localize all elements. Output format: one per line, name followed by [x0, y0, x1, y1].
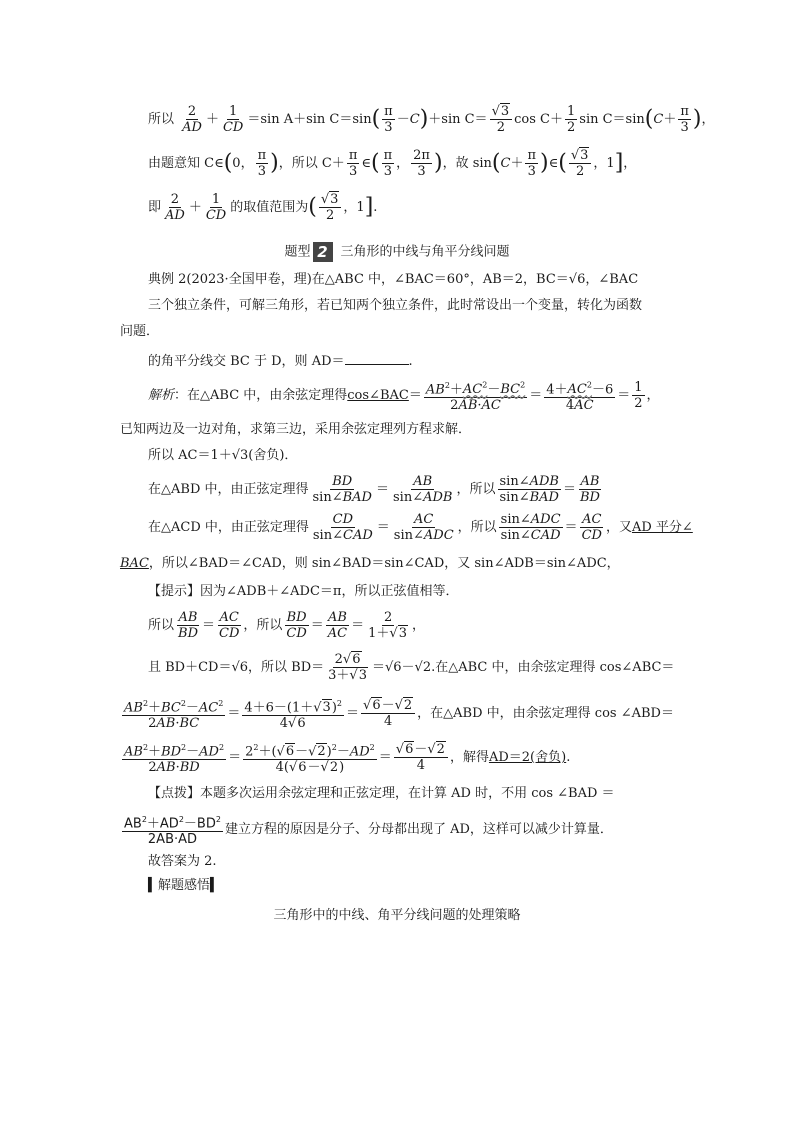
question-line: 的角平分线交 BC 于 D，则 AD＝ .	[148, 354, 413, 369]
line-1: 所以 $\frac{2}{AD}$ ＋ $\frac{1}{CD}$ ＝sin A＋sin C＝sin( $\frac{\pi}{3}$ －C)＋sin C＝ $\frac{√3}{2}$ cos C＋ $\frac{1}{2}$ sin C＝sin(C＋ $\frac{\pi}{3}$ )，	[148, 104, 715, 135]
solution-line: 在△ACD 中，由正弦定理得 $\frac{CD}{\text{sin∠CAD}}$ ＝ $\frac{AC}{\text{sin∠ADC}}$ ，所以 $\frac{\text{sin∠ADC}}{\text{sin∠CAD}}$ ＝ $\frac{AC}{CD}$ ，又AD 平分∠	[148, 512, 693, 543]
solution-line: $\frac{AB^2+BC^2-AC^2}{2AB\cdot BC}$ ＝ $\frac{4+6-(1+√3)^2}{4√6}$ ＝ $\frac{√6-√2}{4}$ ，在△ABD 中，由余弦定理得 cos ∠ABD＝	[120, 696, 734, 731]
solution-line: 在△ABD 中，由正弦定理得 $\frac{BD}{\text{sin∠BAD}}$ ＝ $\frac{AB}{\text{sin∠ADB}}$ ，所以 $\frac{\text{sin∠ADB}}{\text{sin∠BAD}}$ ＝ $\frac{AB}{BD}$	[148, 474, 600, 505]
section-heading: 题型 2 三角形的中线与角平分线问题	[284, 243, 510, 261]
hint-line: 【提示】因为∠ADB＋∠ADC＝π，所以正弦值相等．	[148, 584, 459, 599]
line-2: 由题意知 C∈(0， $\frac{\pi}{3}$ )，所以 C＋ $\frac{\pi}{3}$ ∈( $\frac{\pi}{3}$ ， $\frac{2\pi}{3}$ )，故 sin(C＋ $\frac{\pi}{3}$ )∈( $\frac{√3}{2}$ ，1]，	[148, 148, 637, 179]
annotation-line: 已知两边及一边对角，求第三边，采用余弦定理列方程求解．	[120, 422, 472, 437]
insight-label: ▍解题感悟▍	[148, 878, 220, 893]
annotation-line: 三个独立条件，可解三角形，若已知两个独立条件，此时常设出一个变量，转化为函数	[148, 298, 643, 313]
fraction: $\frac{1}{CD}$	[222, 104, 244, 135]
fraction: $\frac{2}{AD}$	[182, 104, 202, 135]
solution-line: 所以 $\frac{AB}{BD}$ ＝ $\frac{AC}{CD}$ ，所以 $\frac{BD}{CD}$ ＝ $\frac{AB}{AC}$ ＝ $\frac{2}{1+√3}$ ，	[148, 610, 426, 641]
strategy-title: 三角形中的中线、角平分线问题的处理策略	[273, 908, 521, 923]
section-number-badge: 2	[313, 242, 333, 262]
solution-line: BAC，所以∠BAD＝∠CAD，则 sin∠BAD＝sin∠CAD，又 sin∠ADB＝sin∠ADC，	[120, 556, 620, 571]
solution-line: 且 BD＋CD＝√6，所以 BD＝ $\frac{2√6}{3+√3}$ ＝√6－√2.在△ABC 中，由余弦定理得 cos∠ABC＝	[148, 652, 675, 683]
example-statement: 典例 2(2023·全国甲卷，理)在△ABC 中，∠BAC＝60°，AB＝2，BC＝√6，∠BAC	[148, 272, 639, 287]
answer-blank	[345, 352, 409, 365]
tip-line: $\frac{AB^2+AD^2-BD^2}{2AB\cdot AD}$ 建立方程的原因是分子、分母都出现了 AD，这样可以减少计算量．	[120, 812, 734, 847]
section-title: 三角形的中线与角平分线问题	[340, 244, 510, 260]
tip-line: 【点拨】本题多次运用余弦定理和正弦定理，在计算 AD 时，不用 cos ∠BAD ＝	[148, 786, 615, 801]
solution-line: 解析：在△ABC 中，由余弦定理得cos∠BAC＝ $\frac{AB^2+AC^2-BC^2}{2AB\cdot AC}$ ＝ $\frac{4+AC^2-6}{4AC}$ ＝ $\frac{1}{2}$ ，	[148, 378, 734, 413]
line-3: 即 $\frac{2}{AD}$ ＋ $\frac{1}{CD}$ 的取值范围为( $\frac{√3}{2}$ ，1].	[148, 192, 378, 223]
answer-line: 故答案为 2.	[148, 854, 217, 869]
solution-line: 所以 AC＝1＋√3(舍负)．	[148, 448, 298, 463]
solution-line: $\frac{AB^2+BD^2-AD^2}{2AB\cdot BD}$ ＝ $\frac{2^2+(√6-√2)^2-AD^2}{4(√6-√2)}$ ＝ $\frac{√6-√2}{4}$ ，解得AD＝2(舍负).	[120, 740, 734, 775]
annotation-line: 问题．	[120, 324, 160, 339]
